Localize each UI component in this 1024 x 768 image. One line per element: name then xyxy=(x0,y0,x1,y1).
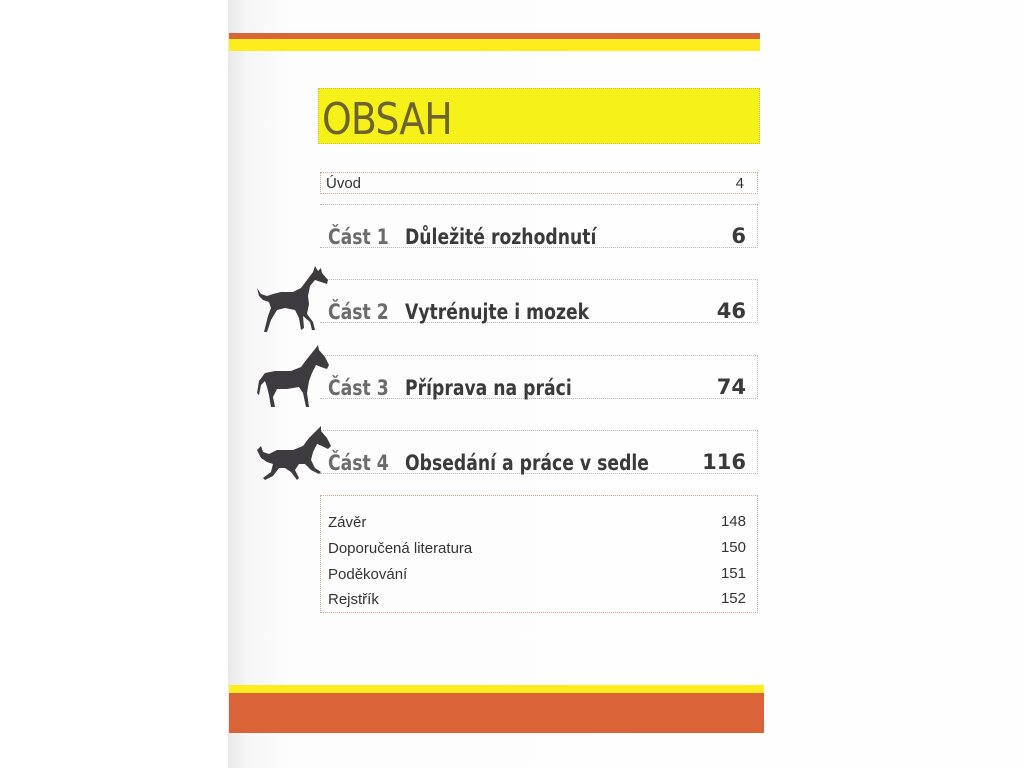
toc-end-3-page: 151 xyxy=(720,565,746,582)
standing-horse-icon xyxy=(255,345,335,411)
top-stripe-yellow xyxy=(229,39,760,51)
toc-part-2-title: Vytrénujte i mozek xyxy=(405,300,590,324)
toc-part-1-label: Část 1 xyxy=(328,225,389,249)
bottom-stripe-yellow xyxy=(229,685,764,693)
bottom-stripe-red xyxy=(229,693,764,733)
toc-row-intro xyxy=(320,172,758,194)
foal-horse-icon xyxy=(255,264,335,336)
toc-part-3-title: Příprava na práci xyxy=(405,376,572,400)
toc-end-4-label: Rejstřík xyxy=(328,591,379,608)
toc-end-1-page: 148 xyxy=(720,513,746,530)
toc-end-2-label: Doporučená literatura xyxy=(328,540,473,557)
toc-part-2-page: 46 xyxy=(716,299,746,323)
toc-intro-page: 4 xyxy=(735,175,744,192)
page-title: OBSAH xyxy=(322,94,452,145)
toc-part-3-label: Část 3 xyxy=(328,376,389,400)
toc-part-4-page: 116 xyxy=(702,450,746,474)
toc-part-3-page: 74 xyxy=(716,375,746,399)
trotting-horse-icon xyxy=(255,424,335,486)
toc-end-2-page: 150 xyxy=(720,539,746,556)
toc-part-1-page: 6 xyxy=(731,224,746,248)
toc-end-3-label: Poděkování xyxy=(328,566,408,583)
toc-part-1-title: Důležité rozhodnutí xyxy=(405,225,597,249)
toc-part-2-label: Část 2 xyxy=(328,300,389,324)
toc-part-4-title: Obsedání a práce v sedle xyxy=(405,451,650,475)
toc-part-4-label: Část 4 xyxy=(328,451,389,475)
toc-intro-label: Úvod xyxy=(326,175,362,192)
toc-end-1-label: Závěr xyxy=(328,514,367,531)
toc-end-4-page: 152 xyxy=(720,590,746,607)
